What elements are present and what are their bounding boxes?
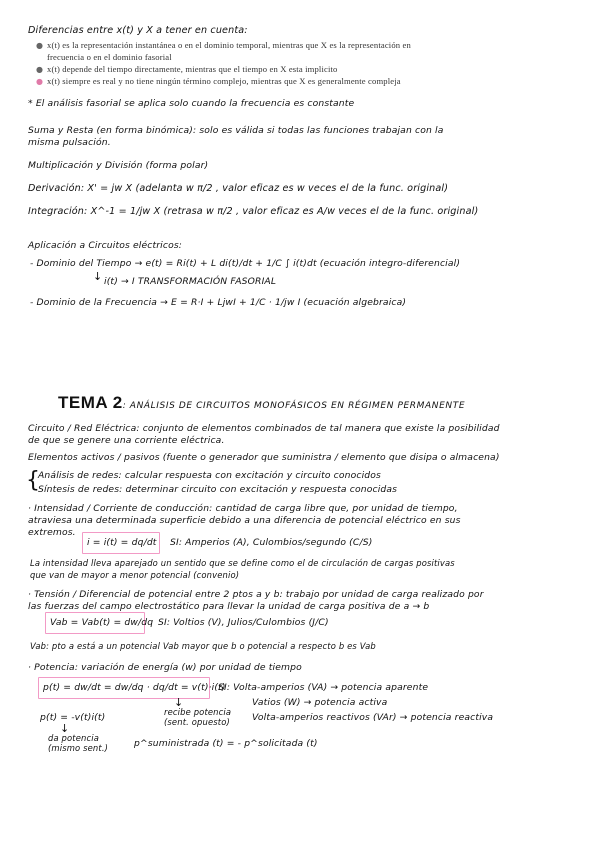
power-var: Volta-amperios reactivos (VAr) → potencia reactiva: [252, 712, 494, 723]
circuito-line-1: Circuito / Red Eléctrica: conjunto de elementos combinados de tal manera que existe la posibilidad: [28, 423, 500, 434]
power-vatios: Vatios (W) → potencia activa: [252, 697, 388, 708]
current-sense-line-2: que van de mayor a menor potencial (convenio): [30, 570, 240, 580]
bullet-line-1: x(t) es la representación instantánea o en el dominio temporal, mientras que X es la representación en: [47, 40, 411, 50]
integration-line: Integración: X^-1 = 1/jw X (retrasa w π/2 , valor eficaz es A/w veces el de la func. original): [28, 206, 479, 217]
gives-power-note: (mismo sent.): [48, 743, 109, 753]
potencia-line: · Potencia: variación de energía (w) por unidad de tiempo: [28, 662, 302, 673]
intensidad-line-2: atraviesa una determinada superficie debido a una diferencia de potencial eléctrico en sus: [28, 515, 461, 526]
phasor-note: * El análisis fasorial se aplica solo cuando la frecuencia es constante: [28, 98, 355, 109]
intensidad-line-1: · Intensidad / Corriente de conducción: cantidad de carga libre que, por unidad de tiempo,: [28, 503, 458, 514]
phasor-transform-line: i(t) → I TRANSFORMACIÓN FASORIAL: [104, 276, 277, 287]
application-heading: Aplicación a Circuitos eléctricos:: [28, 240, 183, 251]
bullet-line-1b: frecuencia o en el dominio fasorial: [47, 52, 172, 62]
voltage-si-units: SI: Voltios (V), Julios/Culombios (J/C): [158, 617, 329, 628]
derivation-line: Derivación: X' = jw X (adelanta w π/2 , valor eficaz es w veces el de la func. original): [28, 183, 449, 194]
voltage-note: Vab: pto a está a un potencial Vab mayor que b o potencial a respecto b es Vab: [30, 641, 376, 651]
mult-div-line: Multiplicación y División (forma polar): [28, 160, 209, 171]
current-formula: i = i(t) = dq/dt: [87, 537, 157, 548]
circuito-line-2: de que se genere una corriente eléctrica.: [28, 435, 225, 446]
bullet-line-3: x(t) siempre es real y no tiene ningún término complejo, mientras que X es generalmente compleja: [47, 76, 401, 86]
bullet-line-2: x(t) depende del tiempo directamente, mientras que el tiempo en X esta implicito: [47, 64, 338, 74]
intensidad-line-3: extremos.: [28, 527, 76, 538]
differences-heading: Diferencias entre x(t) y X a tener en cuenta:: [28, 25, 248, 36]
bullet-dot: ●: [36, 41, 43, 50]
gives-power-label: da potencia: [48, 733, 100, 743]
tema-2-title: [58, 393, 465, 413]
down-arrow-icon: ↓: [174, 696, 184, 709]
frequency-domain-line: - Dominio de la Frecuencia → E = R·I + LjwI + 1/C · 1/jw I (ecuación algebraica): [30, 297, 407, 308]
down-arrow-icon: ↓: [93, 270, 103, 283]
down-arrow-icon: ↓: [60, 722, 70, 735]
brace-icon: {: [26, 468, 40, 493]
power-formula: p(t) = dw/dt = dw/dq · dq/dt = v(t)·i(t): [43, 682, 226, 693]
analisis-line: Análisis de redes: calcular respuesta con excitación y circuito conocidos: [38, 470, 381, 481]
negative-power-formula: p(t) = -v(t)i(t): [40, 712, 106, 723]
current-sense-line-1: La intensidad lleva aparejado un sentido que se define como el de circulación de cargas positivas: [30, 558, 455, 568]
tema-subtitle: : ANÁLISIS DE CIRCUITOS MONOFÁSICOS EN RÉGIMEN PERMANENTE: [122, 401, 466, 411]
time-domain-line: - Dominio del Tiempo → e(t) = Ri(t) + L di(t)/dt + 1/C ∫ i(t)dt (ecuación integro-diferencial): [30, 258, 461, 269]
tension-line-1: · Tensión / Diferencial de potencial entre 2 ptos a y b: trabajo por unidad de carga realizado por: [28, 589, 484, 600]
voltage-formula: Vab = Vab(t) = dw/dq: [50, 617, 154, 628]
sintesis-line: Síntesis de redes: determinar circuito con excitación y respuesta conocidas: [38, 484, 398, 495]
bullet-dot: ●: [36, 77, 43, 86]
receives-power-note: (sent. opuesto): [164, 717, 230, 727]
bullet-dot: ●: [36, 65, 43, 74]
receives-power-label: recibe potencia: [164, 707, 232, 717]
suma-line-1: Suma y Resta (en forma binómica): solo es válida si todas las funciones trabajan con la: [28, 125, 444, 136]
tension-line-2: las fuerzas del campo electrostático para llevar la unidad de carga positiva de a → b: [28, 601, 430, 612]
power-balance-formula: p^suministrada (t) = - p^solicitada (t): [134, 738, 318, 749]
suma-line-2: misma pulsación.: [28, 137, 111, 148]
power-si-units: SI: Volta-amperios (VA) → potencia aparente: [218, 682, 429, 693]
elementos-line: Elementos activos / pasivos (fuente o generador que suministra / elemento que disipa o almacena): [28, 452, 500, 463]
current-si-units: SI: Amperios (A), Culombios/segundo (C/S): [170, 537, 373, 548]
tema-label: TEMA 2: [58, 393, 123, 412]
